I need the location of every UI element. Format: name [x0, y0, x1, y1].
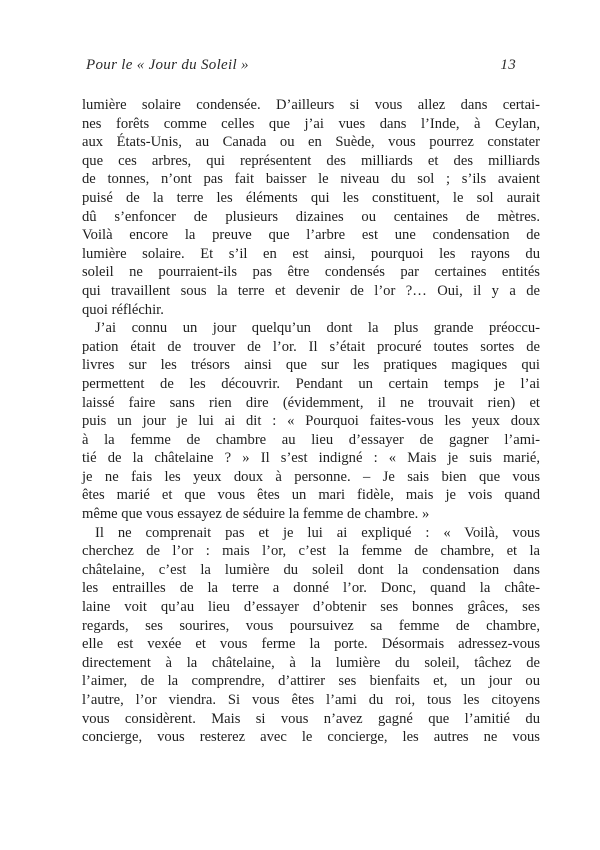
- paragraph: [82, 96, 540, 319]
- text-line: à la femme de chambre au lieu d’essayer de gagner l’ami-: [82, 431, 540, 448]
- text-line: même que vous essayez de séduire la femme de chambre. »: [82, 506, 430, 523]
- text-line: J’ai connu un jour quelqu’un dont la plus grande préoccu-: [95, 320, 540, 337]
- page-number: 13: [500, 57, 516, 73]
- text-line: vous considèrent. Mais si vous n’avez gagné que l’amitié du: [82, 710, 540, 727]
- text-line: quoi réfléchir.: [82, 301, 164, 318]
- running-head-title: Pour le « Jour du Soleil »: [86, 57, 249, 73]
- text-line: puis un jour je lui ai dit : « Pourquoi faites-vous les yeux doux: [82, 413, 540, 430]
- text-line: qui travaillent sous la terre et devenir de l’or ?… Oui, il y a de: [82, 282, 540, 299]
- text-line: cherchez de l’or : mais l’or, c’est la femme de chambre, et la: [82, 543, 540, 560]
- text-line: êtes marié et que vous êtes un mari fidèle, mais je vois quand: [82, 487, 540, 504]
- text-line: laine voit qu’au lieu d’essayer d’obtenir ses bonnes grâces, ses: [82, 599, 540, 616]
- text-line: lumière solaire condensée. D’ailleurs si vous allez dans certai-: [82, 97, 540, 113]
- text-line: de tonnes, n’ont pas fait baisser le niveau du sol ; s’ils avaient: [82, 171, 540, 188]
- paragraph: [82, 319, 540, 524]
- text-line: livres sur les trésors ainsi que sur les pratiques magiques qui: [82, 357, 540, 374]
- text-line: les entrailles de la terre a donné l’or. Donc, quand la châte-: [82, 580, 540, 597]
- text-line: l’aimer, de la comprendre, d’attirer ses bienfaits et, un jour ou: [82, 673, 540, 690]
- text-line: permettent de les découvrir. Pendant un certain temps je l’ai: [82, 375, 540, 392]
- paragraph: [82, 524, 540, 747]
- text-line: elle est vexée et vous ferme la porte. Désormais adressez-vous: [82, 636, 540, 653]
- text-line: soleil ne pourraient-ils pas être condensés par certaines entités: [82, 264, 540, 281]
- text-line: je ne fais les yeux doux à personne. – Je sais bien que vous: [82, 468, 540, 485]
- text-line: châtelaine, c’est la lumière du soleil dont la condensation dans: [82, 561, 540, 578]
- text-line: pation était de trouver de l’or. Il s’était procuré toutes sortes de: [82, 338, 540, 355]
- text-line: Il ne comprenait pas et je lui ai expliqué : « Voilà, vous: [95, 524, 540, 541]
- text-line: dû s’enfoncer de plusieurs dizaines ou centaines de mètres.: [82, 208, 540, 225]
- text-line: l’autre, l’or viendra. Si vous êtes l’ami du roi, tous les citoyens: [82, 692, 540, 708]
- text-line: lumière solaire. Et s’il en est ainsi, pourquoi les rayons du: [82, 245, 540, 262]
- text-line: directement à la châtelaine, à la lumière du soleil, tâchez de: [82, 654, 540, 671]
- text-line: laissé faire sans rien dire (évidemment, il ne trouvait rien) et: [82, 394, 540, 411]
- text-line: aux États-Unis, au Canada ou en Suède, vous pourrez constater: [82, 134, 540, 151]
- text-line: puisé de la terre les éléments qui les constituent, le sol aurait: [82, 189, 540, 206]
- running-head: [86, 57, 516, 74]
- text-line: Voilà encore la preuve que l’arbre est une condensation de: [82, 227, 540, 244]
- text-line: tié de la châtelaine ? » Il s’est indigné : « Mais je suis marié,: [82, 450, 540, 467]
- page-body: [82, 96, 540, 747]
- text-line: nes forêts comme celles que j’ai vues dans l’Inde, à Ceylan,: [82, 115, 540, 132]
- text-line: regards, ses sourires, vous poursuivez sa femme de chambre,: [82, 617, 540, 634]
- text-line: concierge, vous resterez avec le concierge, les autres ne vous: [82, 729, 540, 746]
- text-line: que ces arbres, qui représentent des milliards et des milliards: [82, 152, 540, 169]
